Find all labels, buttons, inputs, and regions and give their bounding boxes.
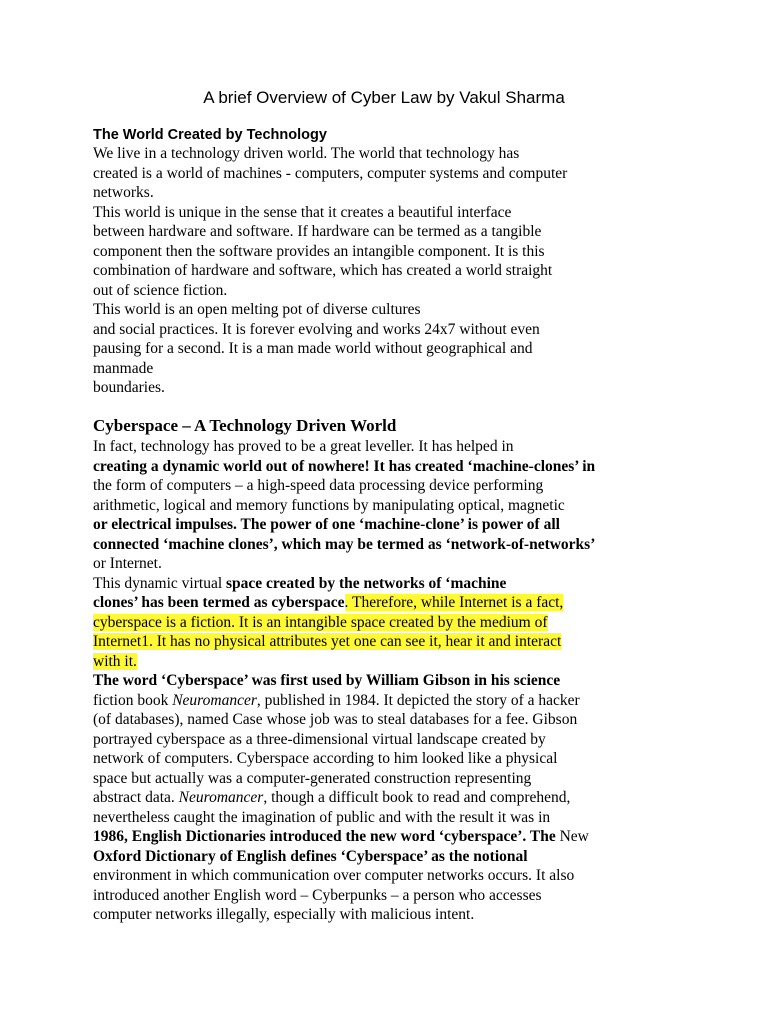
body-line: pausing for a second. It is a man made world without geographical and <box>93 340 533 357</box>
body-line <box>93 788 753 808</box>
highlighted-text: . Therefore, while Internet is a fact, <box>344 594 564 611</box>
body-line: This world is an open melting pot of diverse cultures <box>93 301 421 318</box>
body-line <box>93 593 753 613</box>
text-run-bold: space created by the networks of ‘machine <box>226 574 507 592</box>
body-line: portrayed cyberspace as a three-dimensional virtual landscape created by <box>93 730 546 748</box>
body-line: the form of computers – a high-speed data processing device performing <box>93 477 544 494</box>
book-title: Neuromancer <box>178 789 264 806</box>
body-line: component then the software provides an intangible component. It is this <box>93 242 545 260</box>
body-line: and social practices. It is forever evolving and works 24x7 without even <box>93 320 540 338</box>
body-line: environment in which communication over computer networks occurs. It also <box>93 867 575 884</box>
body-line <box>93 691 753 711</box>
book-title: Neuromancer <box>172 691 257 709</box>
body-line <box>93 613 753 633</box>
text-run-bold: clones’ has been termed as cyberspace <box>93 594 345 611</box>
highlighted-text: cyberspace is a fiction. It is an intangible space created by the medium of <box>93 613 548 631</box>
body-line <box>93 827 753 847</box>
body-line: In fact, technology has proved to be a great leveller. It has helped in <box>93 438 514 455</box>
body-line: between hardware and software. If hardware can be termed as a tangible <box>93 223 542 240</box>
section1-body <box>93 144 753 398</box>
body-line: created is a world of machines - computers, computer systems and computer <box>93 164 568 182</box>
body-line: or Internet. <box>93 555 162 572</box>
body-line: (of databases), named Case whose job was to steal databases for a fee. Gibson <box>93 711 578 728</box>
section-heading-cyberspace: Cyberspace – A Technology Driven World <box>93 416 397 435</box>
section-heading-world-created: The World Created by Technology <box>93 127 327 143</box>
body-line: creating a dynamic world out of nowhere! It has created ‘machine-clones’ in <box>93 457 596 475</box>
body-line: or electrical impulses. The power of one ‘machine-clone’ is power of all <box>93 516 560 533</box>
body-line: network of computers. Cyberspace according to him looked like a physical <box>93 750 558 767</box>
text-run: fiction book <box>93 691 173 709</box>
body-line: networks. <box>93 184 154 201</box>
body-line: connected ‘machine clones’, which may be termed as ‘network-of-networks’ <box>93 535 596 553</box>
highlighted-text: with it. <box>93 652 137 670</box>
document-title: A brief Overview of Cyber Law by Vakul Sharma <box>203 88 565 107</box>
body-line: space but actually was a computer-generated construction representing <box>93 769 532 787</box>
text-run-bold: 1986, English Dictionaries introduced the new word ‘cyberspace’. The <box>93 828 556 845</box>
body-line <box>93 574 753 594</box>
text-run: , though a difficult book to read and comprehend, <box>263 789 571 806</box>
body-line: The word ‘Cyberspace’ was first used by William Gibson in his science <box>93 672 561 689</box>
body-line: Oxford Dictionary of English defines ‘Cyberspace’ as the notional <box>93 847 528 865</box>
body-line: boundaries. <box>93 379 165 396</box>
body-line: out of science fiction. <box>93 281 228 299</box>
body-line: introduced another English word – Cyberpunks – a person who accesses <box>93 886 542 904</box>
highlighted-text: Internet1. It has no physical attributes yet one can see it, hear it and interact <box>93 633 562 650</box>
text-run: , published in 1984. It depicted the story of a hacker <box>256 691 580 709</box>
body-line: arithmetic, logical and memory functions by manipulating optical, magnetic <box>93 496 565 514</box>
body-line: manmade <box>93 359 154 377</box>
body-line: combination of hardware and software, which has created a world straight <box>93 262 553 279</box>
text-run: This dynamic virtual <box>93 574 227 592</box>
body-line: This world is unique in the sense that it creates a beautiful interface <box>93 203 512 221</box>
body-line <box>93 652 753 672</box>
body-line: We live in a technology driven world. The world that technology has <box>93 145 520 162</box>
text-run: abstract data. <box>93 789 179 806</box>
text-run: New <box>555 828 589 845</box>
body-line <box>93 632 753 652</box>
section2-body <box>93 437 753 925</box>
body-line: computer networks illegally, especially with malicious intent. <box>93 906 475 923</box>
body-line: nevertheless caught the imagination of public and with the result it was in <box>93 808 551 826</box>
